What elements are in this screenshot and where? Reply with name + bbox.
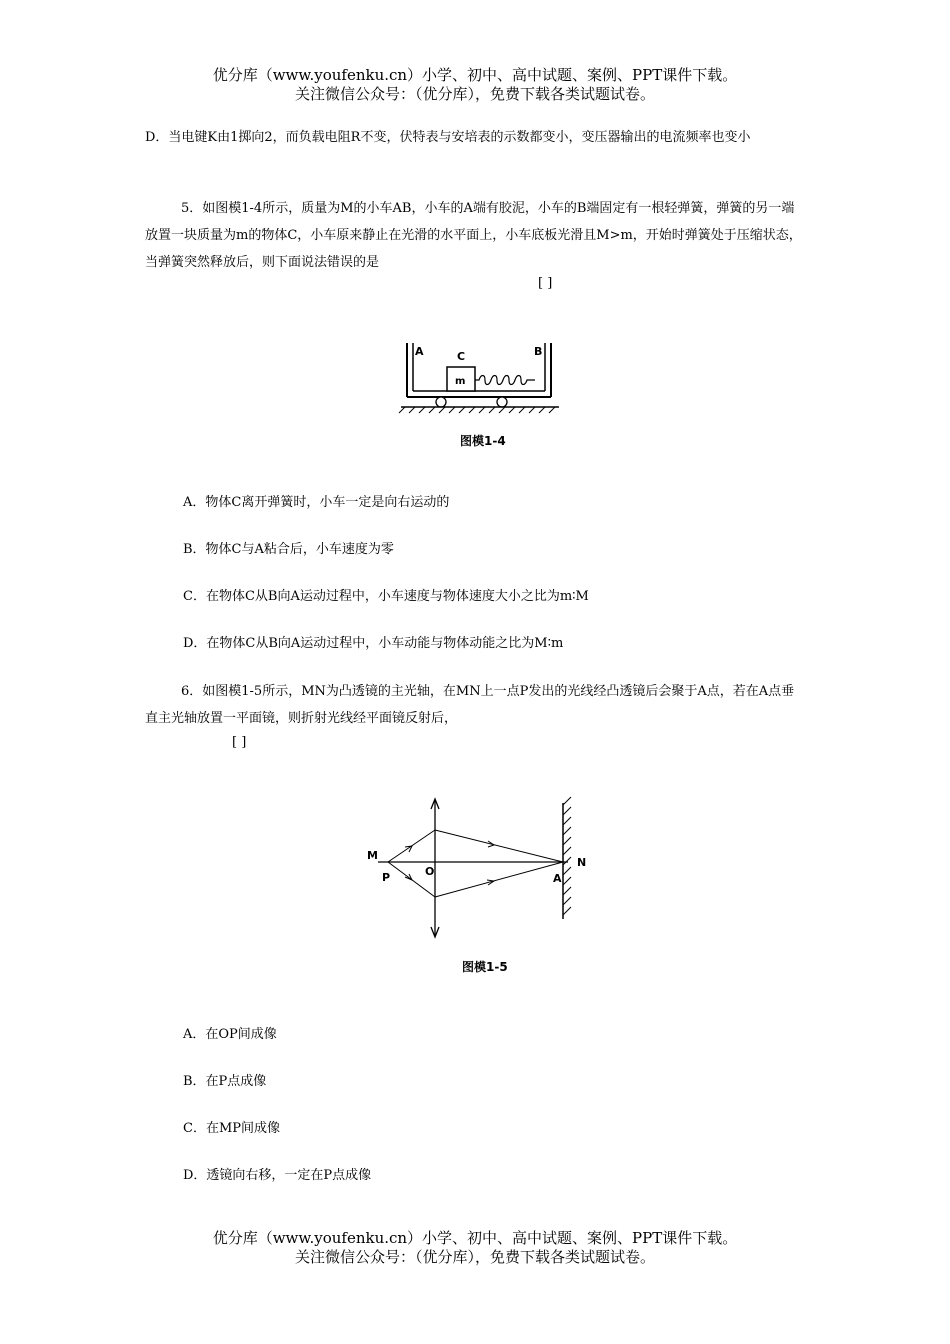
q5-option-c: C．在物体C从B向A运动过程中，小车速度与物体速度大小之比为m∶M bbox=[183, 589, 589, 604]
q6-option-c: C．在MP间成像 bbox=[183, 1121, 281, 1136]
fig14-caption: 图模1-4 bbox=[460, 434, 506, 448]
page-footer bbox=[0, 1229, 950, 1267]
q5-option-a: A．物体C离开弹簧时，小车一定是向右运动的 bbox=[183, 495, 450, 510]
fig15-label-m: M bbox=[367, 849, 378, 862]
fig14-label-a: A bbox=[415, 345, 424, 358]
q5-option-b: B．物体C与A粘合后，小车速度为零 bbox=[183, 542, 394, 557]
q6-answer-bracket: [ ] bbox=[232, 735, 247, 750]
footer-line-1: 优分库（www.youfenku.cn）小学、初中、高中试题、案例、PPT课件下载。 bbox=[212, 1229, 738, 1247]
q6-option-d: D．透镜向右移，一定在P点成像 bbox=[183, 1168, 372, 1183]
fig15-label-o: O bbox=[425, 865, 435, 878]
fig15-label-p: P bbox=[382, 871, 391, 884]
header-line-2: 关注微信公众号：（优分库），免费下载各类试题试卷。 bbox=[294, 85, 655, 103]
figure-lens-mirror bbox=[360, 795, 600, 980]
header-line-1: 优分库（www.youfenku.cn）小学、初中、高中试题、案例、PPT课件下载。 bbox=[212, 66, 738, 84]
q4-option-d: D．当电键K由1掷向2，而负载电阻R不变，伏特表与安培表的示数都变小，变压器输出的电流频率也变小 bbox=[145, 130, 751, 145]
fig15-caption: 图模1-5 bbox=[462, 960, 508, 974]
q6-option-b: B．在P点成像 bbox=[183, 1074, 267, 1089]
q6-stem: 6．如图模1-5所示，MN为凸透镜的主光轴，在MN上一点P发出的光线经凸透镜后会聚于A点，若在A点垂直主光轴放置一平面镜，则折射光线经平面镜反射后， bbox=[145, 684, 795, 726]
footer-line-2: 关注微信公众号：（优分库），免费下载各类试题试卷。 bbox=[294, 1248, 655, 1266]
q5-option-d: D．在物体C从B向A运动过程中，小车动能与物体动能之比为M∶m bbox=[183, 636, 564, 651]
fig15-label-n: N bbox=[577, 856, 587, 869]
fig15-label-a: A bbox=[553, 872, 562, 885]
q5-stem: 5．如图模1-4所示，质量为M的小车AB，小车的A端有胶泥，小车的B端固定有一根轻弹簧，弹簧的另一端放置一块质量为m的物体C，小车原来静止在光滑的水平面上，小车底板光滑且M>m，开始时弹簧处于压缩状态，当弹簧突然释放后，则下面说法错误的是 bbox=[145, 201, 802, 270]
page-header bbox=[0, 66, 950, 104]
q5-answer-bracket: [ ] bbox=[538, 276, 553, 291]
fig14-label-b: B bbox=[534, 345, 543, 358]
fig14-label-c: C bbox=[457, 350, 466, 363]
fig14-label-m: m bbox=[455, 376, 466, 387]
figure-cart-spring bbox=[395, 335, 565, 455]
q6-option-a: A．在OP间成像 bbox=[183, 1027, 277, 1042]
